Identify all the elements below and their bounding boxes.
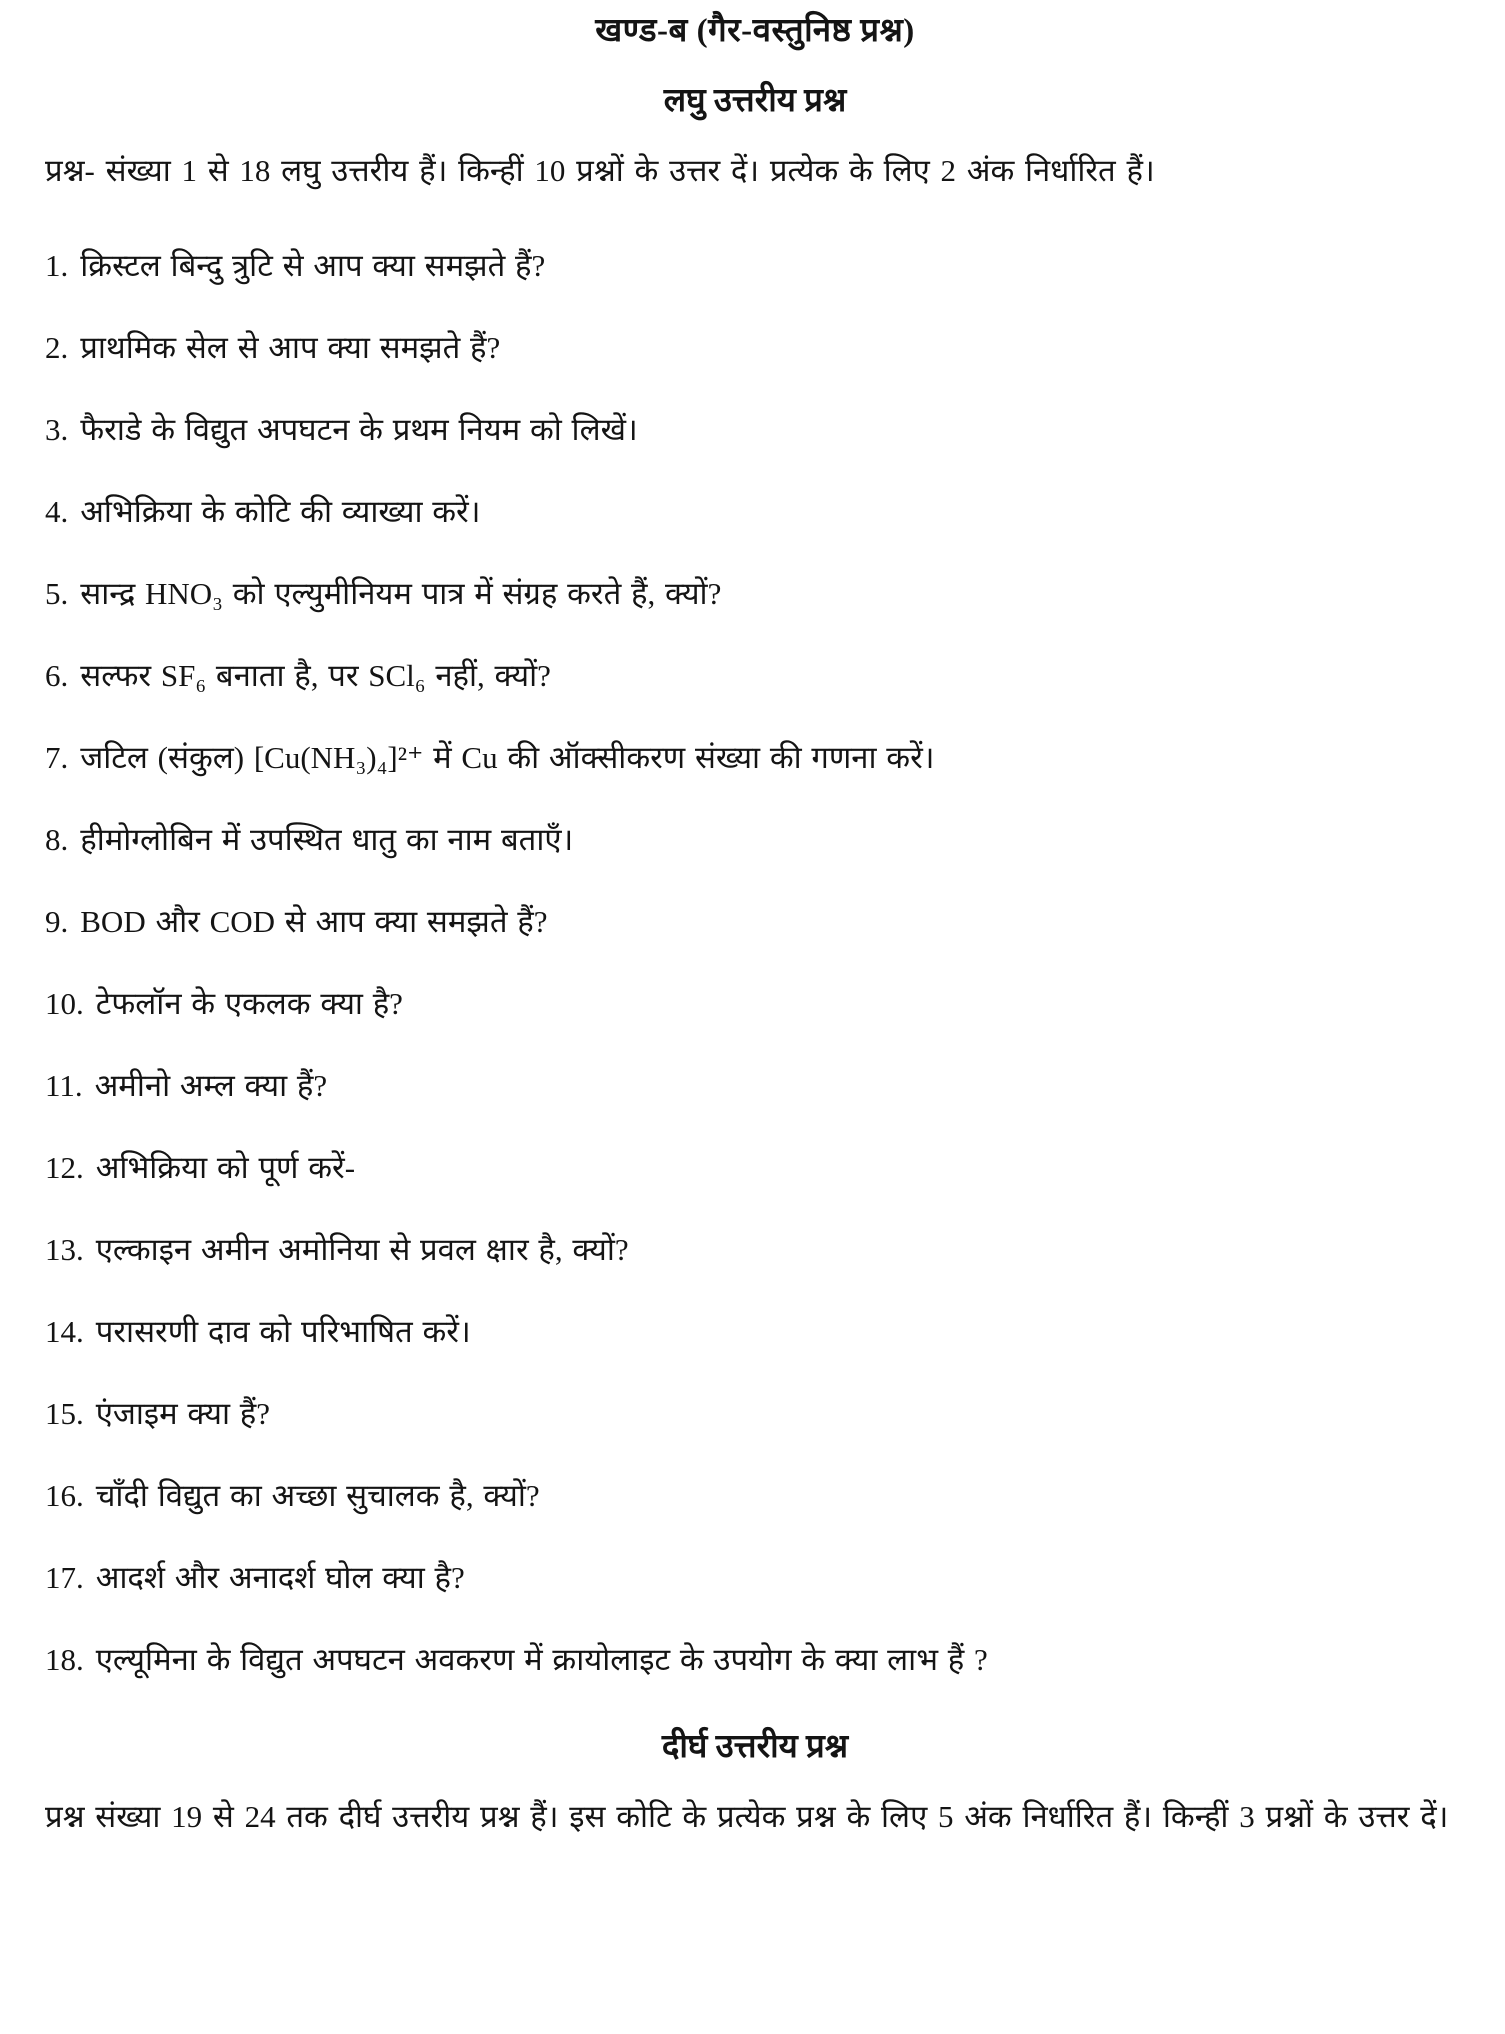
- long-answer-heading: दीर्घ उत्तरीय प्रश्न: [661, 1729, 849, 1765]
- question-item: [45, 328, 1465, 368]
- question-text: अभिक्रिया को पूर्ण करें-: [95, 1150, 356, 1185]
- question-item: [45, 820, 1465, 860]
- question-number: 18.: [45, 1642, 84, 1677]
- question-number: 16.: [45, 1478, 84, 1513]
- question-number: 15.: [45, 1396, 84, 1431]
- question-number: 4.: [45, 494, 69, 529]
- question-text: जटिल (संकुल) [Cu(NH₃)₄]²⁺ में Cu की ऑक्सीकरण संख्या की गणना करें।: [80, 740, 935, 775]
- question-item: [45, 984, 1465, 1024]
- question-text: प्राथमिक सेल से आप क्या समझते हैं?: [80, 330, 501, 365]
- question-text: एल्यूमिना के विद्युत अपघटन अवकरण में क्रायोलाइट के उपयोग के क्या लाभ हैं ?: [95, 1642, 988, 1677]
- question-item: [45, 1066, 1465, 1106]
- long-answer-instructions: प्रश्न संख्या 19 से 24 तक दीर्घ उत्तरीय प्रश्न हैं। इस कोटि के प्रत्येक प्रश्न के लिए 5 अंक निर्धारित हैं। किन्हीं 3 प्रश्नों के उत्तर दें।: [45, 1799, 1449, 1834]
- question-text: परासरणी दाव को परिभाषित करें।: [95, 1314, 471, 1349]
- question-text: क्रिस्टल बिन्दु त्रुटि से आप क्या समझते हैं?: [80, 248, 546, 283]
- question-number: 9.: [45, 904, 69, 939]
- question-text: हीमोग्लोबिन में उपस्थित धातु का नाम बताएँ।: [80, 822, 574, 857]
- question-item: [45, 1312, 1465, 1352]
- question-number: 8.: [45, 822, 69, 857]
- question-text: टेफलॉन के एकलक क्या है?: [95, 986, 403, 1021]
- question-item: [45, 574, 1465, 614]
- question-number: 7.: [45, 740, 69, 775]
- question-number: 11.: [45, 1068, 83, 1103]
- question-item: [45, 902, 1465, 942]
- question-list: [45, 246, 1465, 1680]
- question-number: 2.: [45, 330, 69, 365]
- question-text: BOD और COD से आप क्या समझते हैं?: [80, 904, 548, 939]
- section-title: खण्ड-ब (गैर-वस्तुनिष्ठ प्रश्न): [595, 13, 915, 49]
- question-text: सान्द्र HNO₃ को एल्युमीनियम पात्र में संग्रह करते हैं, क्यों?: [80, 576, 722, 611]
- question-text: आदर्श और अनादर्श घोल क्या है?: [95, 1560, 465, 1595]
- question-item: [45, 246, 1465, 286]
- question-item: [45, 1230, 1465, 1270]
- question-number: 3.: [45, 412, 69, 447]
- question-number: 5.: [45, 576, 69, 611]
- question-number: 1.: [45, 248, 69, 283]
- question-text: सल्फर SF₆ बनाता है, पर SCl₆ नहीं, क्यों?: [80, 658, 551, 693]
- question-text: एंजाइम क्या हैं?: [95, 1396, 270, 1431]
- question-number: 12.: [45, 1150, 84, 1185]
- question-number: 14.: [45, 1314, 84, 1349]
- question-item: [45, 656, 1465, 696]
- question-number: 13.: [45, 1232, 84, 1267]
- question-item: [45, 1640, 1465, 1680]
- question-item: [45, 1394, 1465, 1434]
- question-number: 6.: [45, 658, 69, 693]
- short-answer-instructions: प्रश्न- संख्या 1 से 18 लघु उत्तरीय हैं। किन्हीं 10 प्रश्नों के उत्तर दें। प्रत्येक के लिए 2 अंक निर्धारित हैं।: [45, 153, 1155, 188]
- question-item: [45, 1558, 1465, 1598]
- long-answer-section: [45, 1722, 1465, 1848]
- question-text: फैराडे के विद्युत अपघटन के प्रथम नियम को लिखें।: [80, 412, 638, 447]
- question-number: 10.: [45, 986, 84, 1021]
- question-item: [45, 492, 1465, 532]
- question-text: अमीनो अम्ल क्या हैं?: [94, 1068, 328, 1103]
- question-text: चाँदी विद्युत का अच्छा सुचालक है, क्यों?: [95, 1478, 540, 1513]
- question-text: अभिक्रिया के कोटि की व्याख्या करें।: [80, 494, 481, 529]
- short-answer-heading: लघु उत्तरीय प्रश्न: [663, 83, 847, 119]
- question-number: 17.: [45, 1560, 84, 1595]
- question-item: [45, 1148, 1465, 1188]
- question-item: [45, 410, 1465, 450]
- question-text: एल्काइन अमीन अमोनिया से प्रवल क्षार है, क्यों?: [95, 1232, 629, 1267]
- question-item: [45, 738, 1465, 778]
- question-item: [45, 1476, 1465, 1516]
